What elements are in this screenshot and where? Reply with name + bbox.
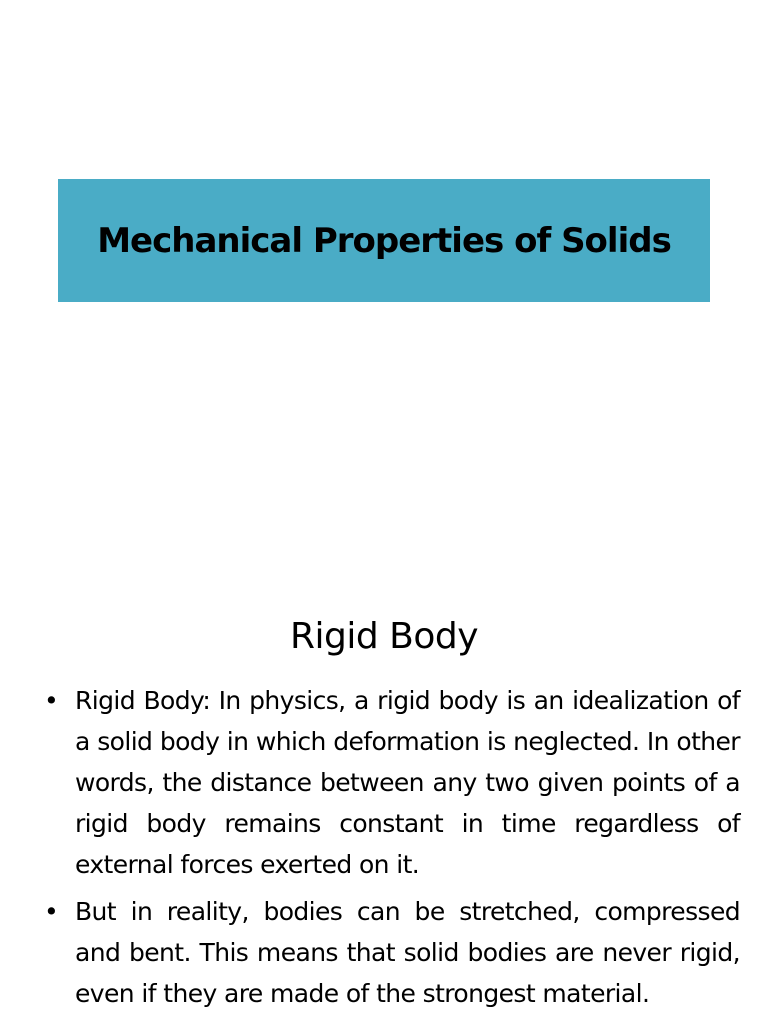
slide-heading: Rigid Body xyxy=(289,616,479,657)
bullet-text: But in reality, bodies can be stretched, compressed and bent. This means that solid bodies are never rigid, even if they are made of the strongest material. xyxy=(75,897,740,1008)
bullet-text: Rigid Body: In physics, a rigid body is an idealization of a solid body in which deformation is neglected. In other words, the distance between any two given points of a rigid body remains constant in time regardless of external forces exerted on it. xyxy=(75,686,740,879)
bullet-list xyxy=(0,680,768,1020)
bullet-icon: • xyxy=(44,897,59,926)
bullet-icon: • xyxy=(44,686,59,715)
content-slide xyxy=(0,600,768,1024)
title-banner xyxy=(58,179,710,302)
slide-title: Mechanical Properties of Solids xyxy=(97,220,671,261)
bullet-item xyxy=(0,891,768,1014)
bullet-item xyxy=(0,680,768,885)
